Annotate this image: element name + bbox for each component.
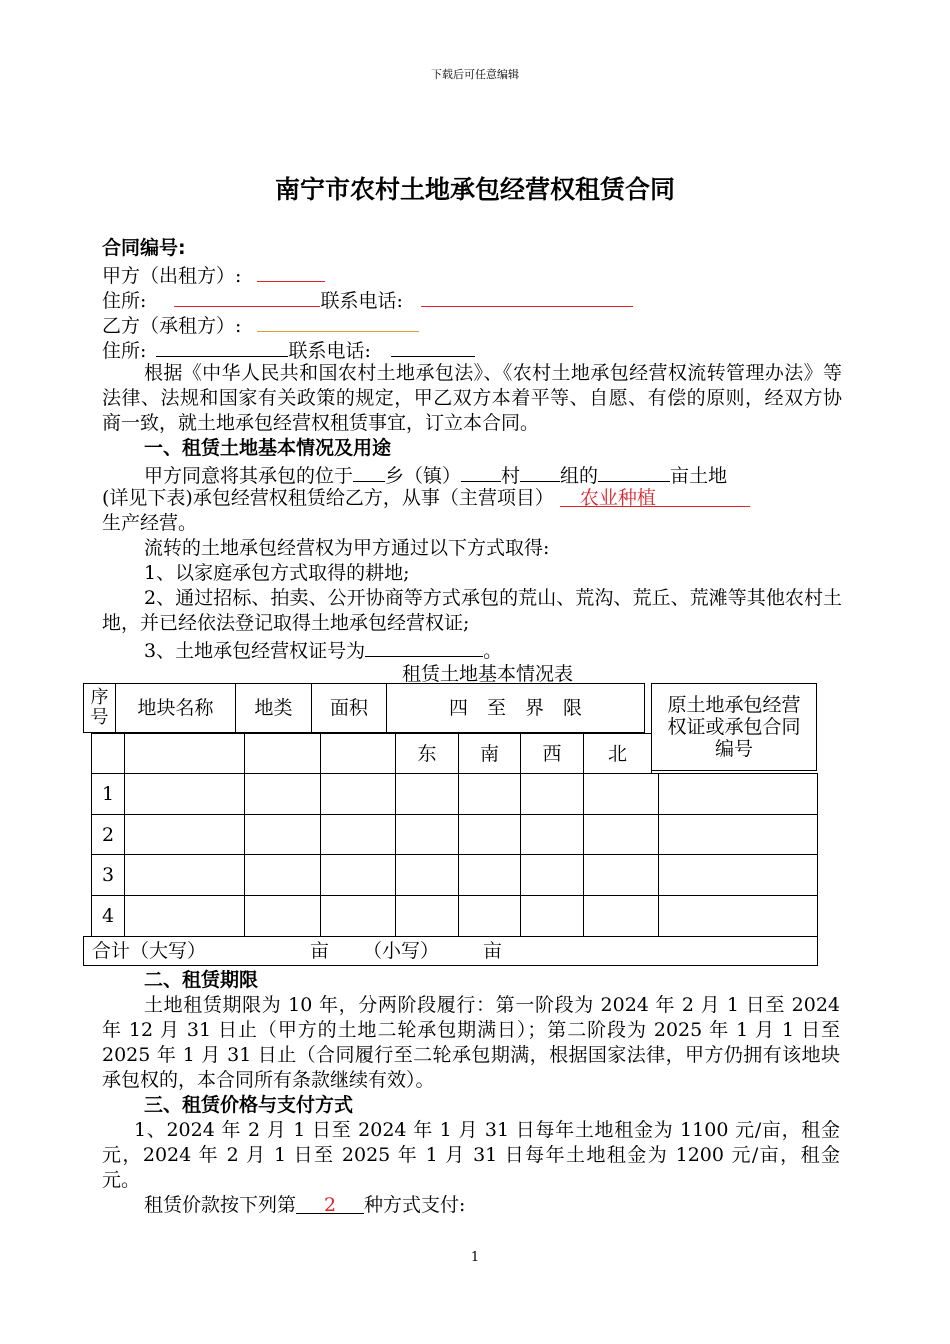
s1-item3-end: 。: [483, 640, 503, 662]
s1-location-row: [144, 461, 727, 489]
page-title: 南宁市农村土地承包经营权租赁合同: [274, 175, 675, 204]
table-cell[interactable]: [658, 814, 818, 855]
row-seq: 2: [91, 814, 125, 855]
party-b-address-row: [102, 336, 475, 364]
party-b-address-field[interactable]: [156, 336, 288, 357]
total-label: 合计（大写）: [92, 940, 207, 962]
party-b-label: 乙方（承租方）:: [102, 315, 242, 337]
header-type-sub: [244, 733, 321, 774]
table-cell[interactable]: [658, 854, 818, 896]
township-field[interactable]: [353, 461, 385, 482]
party-a-label: 甲方（出租方）:: [102, 265, 242, 287]
payment-choice-field[interactable]: [296, 1193, 364, 1214]
header-west: 西: [520, 733, 584, 774]
header-land-type: 地类: [235, 683, 312, 733]
table-cell[interactable]: [583, 854, 659, 896]
s1-text-d: 组的: [560, 465, 599, 487]
table-cell[interactable]: [244, 854, 321, 896]
total-small-label: （小写）: [363, 940, 440, 962]
header-north: 北: [583, 733, 652, 774]
table-cell[interactable]: [458, 773, 521, 815]
payment-row: [144, 1193, 465, 1218]
party-b-phone-field[interactable]: [391, 336, 475, 357]
table-cell[interactable]: [520, 895, 584, 937]
s1-item1: 1、以家庭承包方式取得的耕地;: [144, 562, 410, 584]
acreage-field[interactable]: [598, 461, 670, 482]
section3-title: 三、租赁价格与支付方式: [144, 1094, 354, 1116]
party-b-row: [102, 311, 419, 339]
row-seq: 1: [91, 773, 125, 815]
table-cell[interactable]: [395, 895, 459, 937]
s1-text-p4: 流转的土地承包经营权为甲方通过以下方式取得:: [144, 537, 550, 559]
party-a-phone-field[interactable]: [421, 286, 633, 307]
table-cell[interactable]: [520, 854, 584, 896]
s1-text-a: 甲方同意将其承包的位于: [144, 465, 354, 487]
table-cell[interactable]: [320, 773, 396, 815]
party-a-address-row: [102, 286, 633, 314]
s1-text-project-label: (详见下表)承包经营权租赁给乙方，从事（主营项目）: [102, 487, 554, 509]
s1-item3-label: 3、土地承包经营权证号为: [144, 640, 366, 662]
header-south: 南: [458, 733, 521, 774]
table-cell[interactable]: [124, 854, 245, 896]
total-row: [83, 936, 818, 966]
section2-title: 二、租赁期限: [144, 969, 259, 991]
row-seq: 4: [91, 895, 125, 937]
table-cell[interactable]: [320, 814, 396, 855]
phone-label: 联系电话:: [320, 290, 403, 312]
main-project-value: 农业种植: [579, 487, 656, 509]
payment-label-end: 种方式支付:: [364, 1194, 466, 1216]
table-cell[interactable]: [520, 773, 584, 815]
payment-choice-value: 2: [323, 1194, 337, 1216]
table-cell[interactable]: [583, 895, 659, 937]
table-cell[interactable]: [124, 773, 245, 815]
total-mu-1: 亩: [310, 940, 330, 962]
table-cell[interactable]: [244, 814, 321, 855]
table-cell[interactable]: [658, 773, 818, 815]
table-caption: 租赁土地基本情况表: [401, 663, 573, 685]
table-cell[interactable]: [320, 895, 396, 937]
village-field[interactable]: [461, 461, 501, 482]
address-label: 住所:: [102, 290, 147, 312]
section2-text: 土地租赁期限为 10 年，分两阶段履行：第一阶段为 2024 年 2 月 1 日至 2024 年 12 月 31 日止（甲方的土地二轮承包期满日）；第二阶段为 2025 年 1 月 1 日至 2025 年 1 月 31 日止（合同履行至二轮承包期满，根据国家法律，甲方仍拥有该地块承包权的，本合同所有条款继续有效）。: [102, 994, 840, 1091]
table-cell[interactable]: [395, 814, 459, 855]
header-note: 下载后可任意编辑: [431, 68, 519, 81]
table-cell[interactable]: [124, 814, 245, 855]
header-plot-name: 地块名称: [115, 683, 236, 733]
s1-text-e: 亩土地: [670, 465, 728, 487]
section3-text: 1、2024 年 2 月 1 日至 2024 年 1 月 31 日每年土地租金为 1100 元/亩，租金 元，2024 年 2 月 1 日至 2025 年 1 月 31 日每年土地租金为 1200 元/亩，租金 元。: [102, 1119, 879, 1191]
group-field[interactable]: [520, 461, 560, 482]
header-cert: 原土地承包经营权证或承包合同编号: [651, 683, 817, 771]
table-cell[interactable]: [520, 814, 584, 855]
table-cell[interactable]: [583, 814, 659, 855]
table-cell[interactable]: [244, 895, 321, 937]
payment-label: 租赁价款按下列第: [144, 1194, 297, 1216]
party-b-field[interactable]: [257, 311, 419, 332]
header-area: 面积: [311, 683, 387, 733]
total-mu-2: 亩: [483, 940, 503, 962]
table-cell[interactable]: [124, 895, 245, 937]
s1-text-b: 乡（镇）: [385, 465, 462, 487]
table-cell[interactable]: [395, 854, 459, 896]
header-seq: 序号: [83, 683, 116, 733]
section1-title: 一、租赁土地基本情况及用途: [144, 437, 392, 459]
table-cell[interactable]: [395, 773, 459, 815]
s1-project-row: [102, 486, 750, 511]
row-seq: 3: [91, 854, 125, 896]
table-cell[interactable]: [244, 773, 321, 815]
cert-number-field[interactable]: [365, 636, 483, 657]
table-cell[interactable]: [458, 854, 521, 896]
header-boundary: 四 至 界 限: [386, 683, 645, 733]
header-east: 东: [395, 733, 459, 774]
main-project-field[interactable]: [560, 486, 750, 507]
party-a-address-field[interactable]: [174, 286, 320, 307]
preamble: 根据《中华人民共和国农村土地承包法》、《农村土地承包经营权流转管理办法》等法律、法规和国家有关政策的规定，甲乙双方本着平等、自愿、有偿的原则，经双方协商一致，就土地承包经营权租赁事宜，订立本合同。: [102, 362, 842, 434]
header-seq-sub: [91, 733, 125, 774]
address-label-b: 住所:: [102, 340, 147, 362]
table-cell[interactable]: [458, 895, 521, 937]
header-area-sub: [320, 733, 396, 774]
s1-text-c: 村: [501, 465, 521, 487]
table-cell[interactable]: [658, 895, 818, 937]
table-cell[interactable]: [583, 773, 659, 815]
phone-label-b: 联系电话:: [288, 340, 371, 362]
table-cell[interactable]: [458, 814, 521, 855]
contract-no-label: 合同编号:: [102, 237, 186, 259]
page-number: 1: [470, 1250, 480, 1265]
s1-text-p3: 生产经营。: [102, 512, 198, 534]
table-cell[interactable]: [320, 854, 396, 896]
party-a-field[interactable]: [257, 261, 325, 282]
party-a-row: [102, 261, 325, 289]
s1-item2: 2、通过招标、拍卖、公开协商等方式承包的荒山、荒沟、荒丘、荒滩等其他农村土地，并已经依法登记取得土地承包经营权证;: [102, 587, 842, 634]
header-plot-sub: [124, 733, 245, 774]
